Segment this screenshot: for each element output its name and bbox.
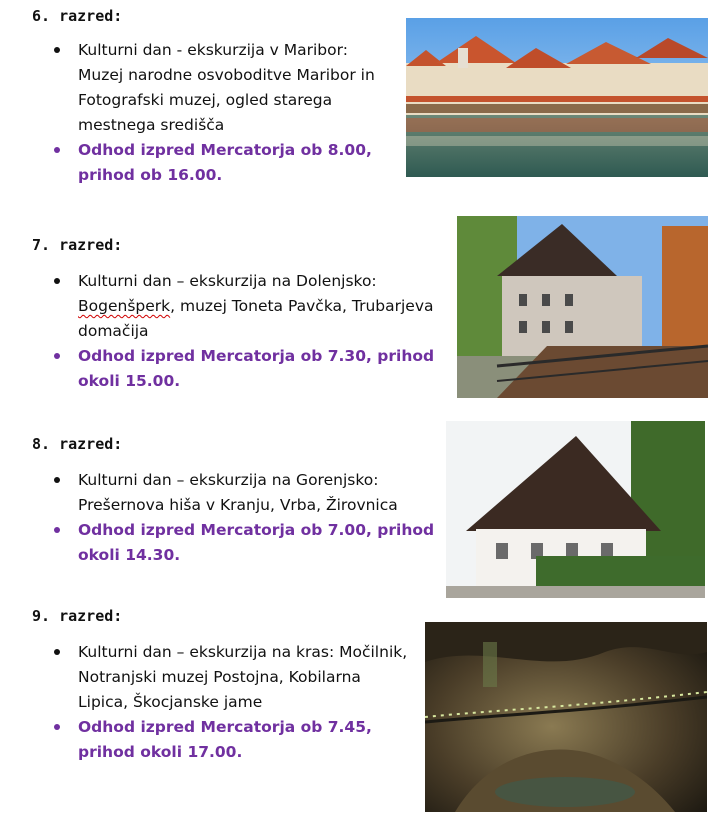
departure-line: Odhod izpred Mercatorja ob 7.30, prihod xyxy=(78,347,435,365)
activity-line: Kulturni dan – ekskurzija na kras: Močilnik, xyxy=(78,643,408,661)
activity-line: Kulturni dan – ekskurzija na Gorenjsko: xyxy=(78,471,379,489)
maribor-lent-photo xyxy=(406,18,708,177)
bullet-icon xyxy=(54,724,60,730)
heading-grade-8: 8. razred: xyxy=(32,435,123,453)
activity-line-rest: , muzej Toneta Pavčka, Trubarjeva xyxy=(170,297,434,315)
activity-grade-9 xyxy=(78,640,407,715)
skocjan-caves-photo xyxy=(425,622,707,812)
bullet-icon xyxy=(54,278,60,284)
departure-line: okoli 15.00. xyxy=(78,372,181,390)
bullet-icon xyxy=(54,527,60,533)
bullet-icon xyxy=(54,477,60,483)
departure-line: okoli 14.30. xyxy=(78,546,181,564)
activity-grade-6 xyxy=(78,38,375,138)
heading-grade-7: 7. razred: xyxy=(32,236,123,254)
departure-line: prihod okoli 17.00. xyxy=(78,743,243,761)
departure-line: Odhod izpred Mercatorja ob 7.00, prihod xyxy=(78,521,435,539)
activity-line: Fotografski muzej, ogled starega xyxy=(78,91,333,109)
activity-line: Muzej narodne osvoboditve Maribor in xyxy=(78,66,375,84)
activity-line: Kulturni dan – ekskurzija na Dolenjsko: xyxy=(78,272,377,290)
preseren-house-photo xyxy=(446,421,705,598)
bullet-icon xyxy=(54,353,60,359)
activity-line: Prešernova hiša v Kranju, Vrba, Žirovnica xyxy=(78,496,398,514)
activity-line: Lipica, Škocjanske jame xyxy=(78,693,263,711)
misspelled-word: Bogenšperk xyxy=(78,297,171,315)
activity-grade-7 xyxy=(78,269,434,344)
heading-grade-6: 6. razred: xyxy=(32,7,123,25)
bullet-icon xyxy=(54,649,60,655)
activity-line: mestnega središča xyxy=(78,116,225,134)
departure-line: Odhod izpred Mercatorja ob 7.45, xyxy=(78,718,372,736)
departure-grade-9 xyxy=(78,715,372,765)
departure-grade-6 xyxy=(78,138,372,188)
heading-grade-9: 9. razred: xyxy=(32,607,123,625)
departure-grade-8 xyxy=(78,518,434,568)
activity-line: Kulturni dan - ekskurzija v Maribor: xyxy=(78,41,348,59)
departure-grade-7 xyxy=(78,344,434,394)
activity-line: Notranjski muzej Postojna, Kobilarna xyxy=(78,668,361,686)
activity-grade-8 xyxy=(78,468,398,518)
departure-line: Odhod izpred Mercatorja ob 8.00, xyxy=(78,141,372,159)
departure-line: prihod ob 16.00. xyxy=(78,166,223,184)
activity-line: domačija xyxy=(78,322,149,340)
bullet-icon xyxy=(54,47,60,53)
stone-building-photo xyxy=(457,216,708,398)
activity-line xyxy=(78,294,434,319)
bullet-icon xyxy=(54,147,60,153)
